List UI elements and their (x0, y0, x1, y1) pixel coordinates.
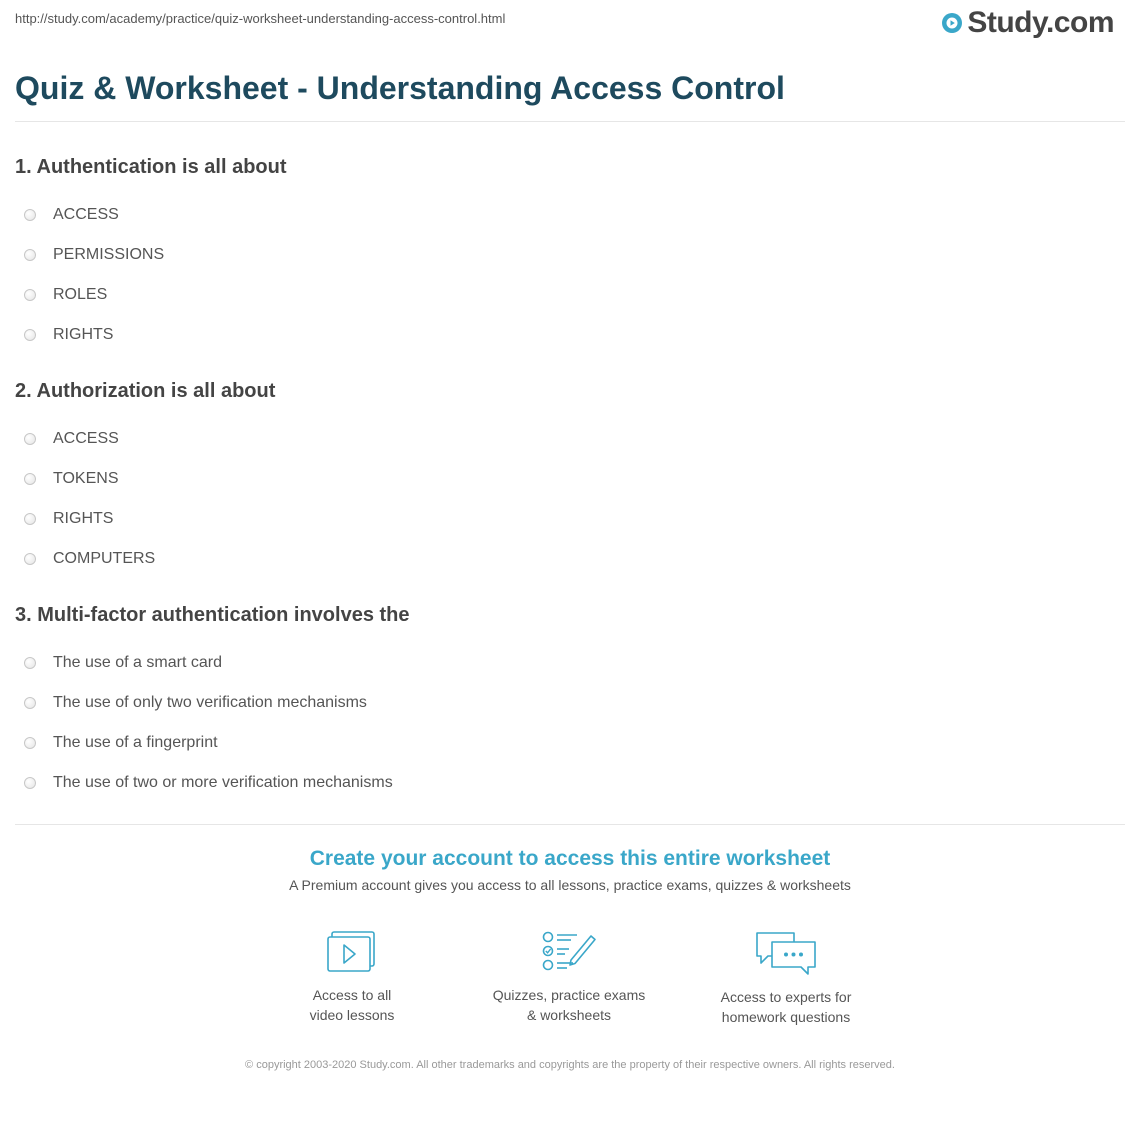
answer-options (15, 195, 287, 355)
answer-label: COMPUTERS (53, 550, 156, 567)
radio-button[interactable] (24, 697, 36, 709)
radio-button[interactable] (24, 473, 36, 485)
feature-video-lessons (252, 930, 452, 1025)
radio-button[interactable] (24, 209, 36, 221)
answer-label: ROLES (53, 286, 108, 303)
cta-subtitle: A Premium account gives you access to all lessons, practice exams, quizzes & worksheets (289, 877, 851, 893)
section-divider (15, 824, 1125, 825)
copyright-footer: © copyright 2003-2020 Study.com. All other trademarks and copyrights are the property of their respective owners. All rights reserved. (245, 1059, 895, 1071)
radio-button[interactable] (24, 657, 36, 669)
question-title: 3. Multi-factor authentication involves the (15, 604, 410, 626)
feature-label-line: video lessons (309, 1007, 395, 1023)
answer-label: ACCESS (53, 430, 119, 447)
answer-option[interactable] (15, 763, 410, 803)
radio-button[interactable] (24, 329, 36, 341)
answer-option[interactable] (15, 683, 410, 723)
answer-option[interactable] (15, 539, 275, 579)
video-lesson-icon (326, 930, 378, 974)
feature-experts (686, 930, 886, 1027)
answer-label: The use of only two verification mechanisms (53, 694, 367, 711)
chat-bubbles-icon (754, 930, 818, 976)
feature-label-line: homework questions (721, 1009, 851, 1025)
answer-label: RIGHTS (53, 326, 114, 343)
radio-button[interactable] (24, 737, 36, 749)
answer-options (15, 643, 410, 803)
feature-quizzes (469, 930, 669, 1025)
feature-label (686, 987, 886, 1027)
answer-label: The use of a fingerprint (53, 734, 218, 751)
play-circle-icon (941, 12, 963, 34)
answer-option[interactable] (15, 315, 287, 355)
page-title: Quiz & Worksheet - Understanding Access Control (15, 70, 785, 106)
answer-label: TOKENS (53, 470, 119, 487)
answer-label: RIGHTS (53, 510, 114, 527)
feature-label-line: Access to all (312, 987, 392, 1003)
study-logo[interactable] (941, 6, 1114, 40)
radio-button[interactable] (24, 777, 36, 789)
answer-option[interactable] (15, 195, 287, 235)
logo-text: Study.com (967, 6, 1114, 39)
cta-link[interactable]: Create your account to access this entire worksheet (309, 847, 831, 870)
question-title: 1. Authentication is all about (15, 156, 287, 178)
answer-option[interactable] (15, 235, 287, 275)
answer-option[interactable] (15, 643, 410, 683)
answer-label: PERMISSIONS (53, 246, 165, 263)
answer-option[interactable] (15, 275, 287, 315)
answer-option[interactable] (15, 459, 275, 499)
feature-label-line: & worksheets (526, 1007, 612, 1023)
answer-label: The use of two or more verification mechanisms (53, 774, 393, 791)
quiz-checklist-icon (541, 930, 597, 974)
radio-button[interactable] (24, 513, 36, 525)
radio-button[interactable] (24, 289, 36, 301)
answer-option[interactable] (15, 723, 410, 763)
question-1 (15, 155, 287, 355)
answer-option[interactable] (15, 419, 275, 459)
radio-button[interactable] (24, 553, 36, 565)
feature-label (469, 985, 669, 1025)
question-3 (15, 603, 410, 803)
answer-option[interactable] (15, 499, 275, 539)
signup-cta (0, 847, 1140, 893)
radio-button[interactable] (24, 249, 36, 261)
feature-label (252, 985, 452, 1025)
answer-label: ACCESS (53, 206, 119, 223)
feature-label-line: Quizzes, practice exams (492, 987, 646, 1003)
answer-label: The use of a smart card (53, 654, 222, 671)
title-divider (15, 121, 1125, 122)
feature-label-line: Access to experts for (720, 989, 852, 1005)
question-title: 2. Authorization is all about (15, 380, 276, 402)
radio-button[interactable] (24, 433, 36, 445)
page-url: http://study.com/academy/practice/quiz-worksheet-understanding-access-control.html (15, 11, 506, 26)
answer-options (15, 419, 275, 579)
question-2 (15, 379, 275, 579)
